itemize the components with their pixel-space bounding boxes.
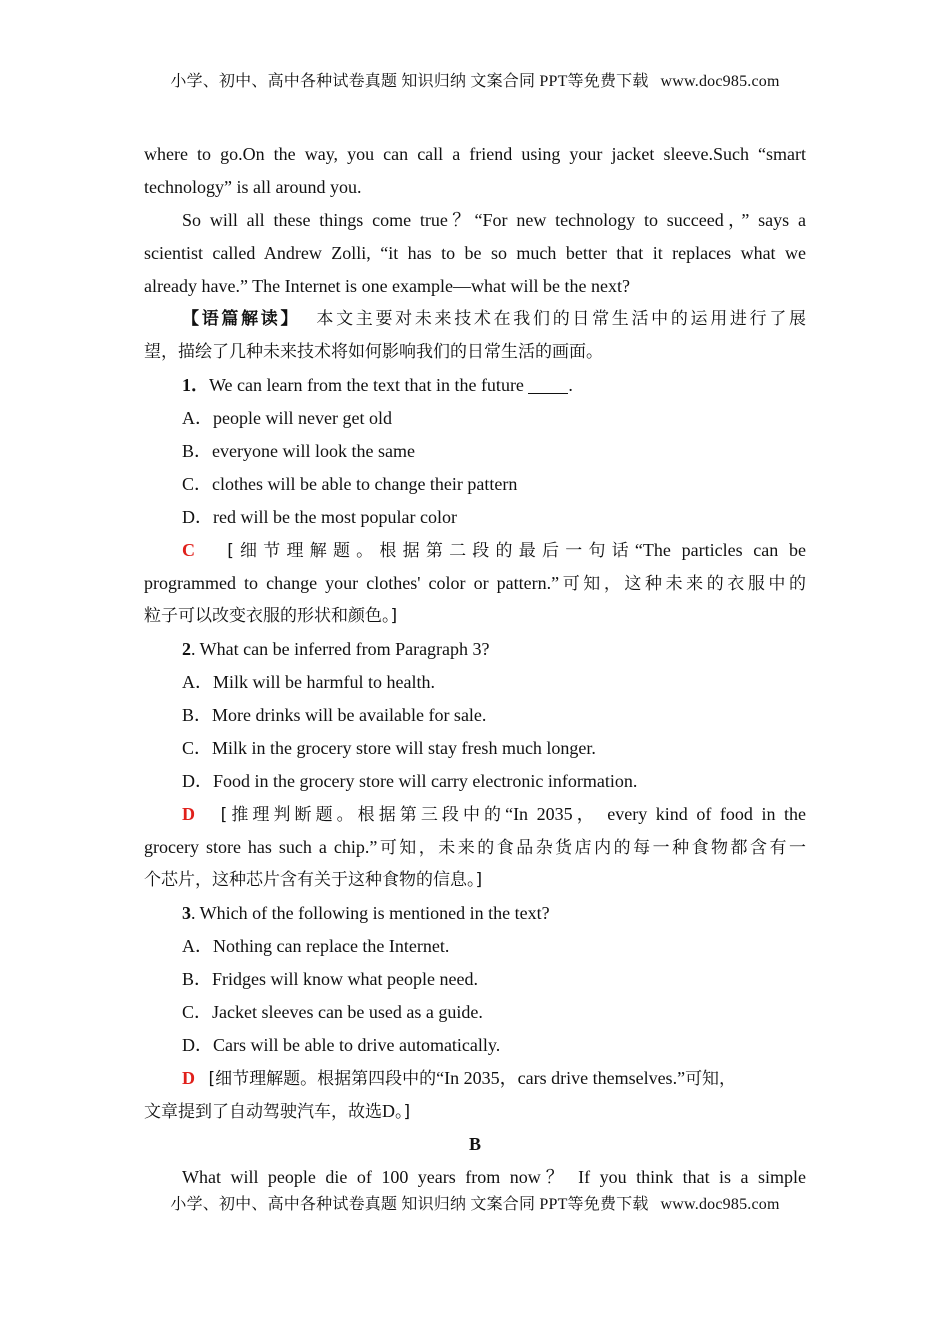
option: C．Milk in the grocery store will stay fresh much longer. [182,738,596,758]
explanation-line: grocery store has such a chip.”可知，未来的食品杂货店内的每一种食物都含有一 [144,837,806,858]
footer-title: 小学、初中、高中各种试卷真题 知识归纳 文案合同 PPT等免费下载 [170,1196,649,1213]
passage-line: already have.” The Internet is one example—what will be the next? [144,276,630,296]
question-stem: 2. What can be inferred from Paragraph 3? [182,639,490,659]
analysis-label: 【语篇解读】 [182,309,301,329]
option: B．everyone will look the same [182,441,415,461]
header-site: www.doc985.com [660,73,780,90]
option: A．Nothing can replace the Internet. [182,936,450,956]
option: D．red will be the most popular color [182,507,457,527]
option: C．Jacket sleeves can be used as a guide. [182,1002,483,1022]
answer-key: C [182,540,195,560]
passage-line: technology” is all around you. [144,177,362,197]
option: B．More drinks will be available for sale. [182,705,487,725]
explanation-line: D [细节理解题。根据第四段中的“In 2035，cars drive themselves.”可知， [182,1068,737,1089]
question-stem: 3. Which of the following is mentioned in the text? [182,903,550,923]
option: D．Food in the grocery store will carry electronic information. [182,771,638,791]
answer-key: D [182,804,195,824]
document-body [144,138,806,1194]
option: A．people will never get old [182,408,392,428]
option: B．Fridges will know what people need. [182,969,478,989]
passage-line: scientist called Andrew Zolli, “it has to be so much better that it replaces what we [144,243,806,263]
option: C．clothes will be able to change their pattern [182,474,518,494]
explanation-line: programmed to change your clothes' color or pattern.”可知，这种未来的衣服中的 [144,573,806,594]
analysis-line: 望，描绘了几种未来技术将如何影响我们的日常生活的画面。 [144,342,603,362]
passage-line: where to go.On the way, you can call a friend using your jacket sleeve.Such “smart [144,144,806,164]
passage-line: So will all these things come true？“For new technology to succeed，” says a [182,210,806,230]
footer-site: www.doc985.com [660,1196,780,1213]
page-footer [0,1191,950,1214]
analysis-line: 【语篇解读】 本文主要对未来技术在我们的日常生活中的运用进行了展 [182,309,806,329]
page-header [0,68,950,91]
explanation-line: 粒子可以改变衣服的形状和颜色。] [144,606,398,626]
answer-key: D [182,1068,195,1088]
passage-line: What will people die of 100 years from now？ If you think that is a simple [182,1167,806,1187]
option: A．Milk will be harmful to health. [182,672,435,692]
explanation-line: 文章提到了自动驾驶汽车，故选D。] [144,1101,411,1122]
answer-blank [528,375,568,394]
section-heading: B [468,1134,481,1154]
question-stem: 1．We can learn from the text that in the future . [182,375,573,395]
explanation-line: C [细节理解题。根据第二段的最后一句话“The particles can be [182,540,806,561]
explanation-line: 个芯片，这种芯片含有关于这种食物的信息。] [144,870,483,890]
option: D．Cars will be able to drive automatically. [182,1035,501,1055]
explanation-line: D [推理判断题。根据第三段中的“In 2035， every kind of food in the [182,804,806,825]
header-title: 小学、初中、高中各种试卷真题 知识归纳 文案合同 PPT等免费下载 [170,73,649,90]
